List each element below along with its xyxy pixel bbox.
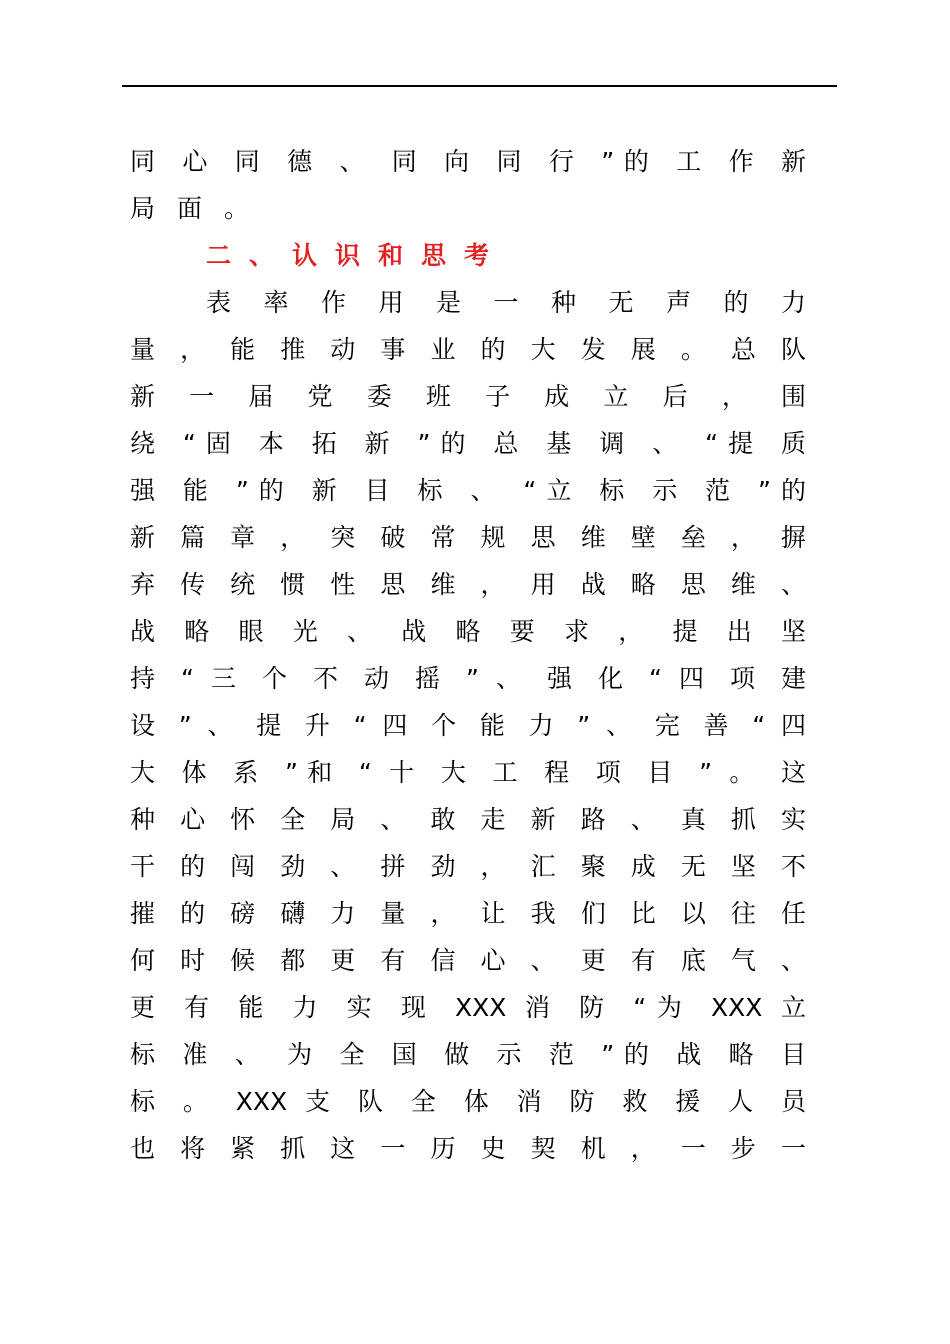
text-line: 新 一 届 党 委 班 子 成 立 后 ， 围 [130,382,806,411]
text-line: 表 率 作 用 是 一 种 无 声 的 力 [206,288,806,317]
text-line: 持 “ 三 个 不 动 摇 ” 、 强 化 “ 四 项 建 [130,664,806,693]
text-line: 更 有 能 力 实 现 XXX 消 防 “为 XXX 立 [130,993,806,1022]
text-line: 同 心 同 德 、 同 向 同 行 ”的 工 作 新 [130,147,806,176]
text-line: 强 能 ”的 新 目 标 、 “立 标 示 范 ”的 [130,476,806,505]
text-line: 局面。 [130,194,272,223]
text-line: 弃 传 统 惯 性 思 维 ， 用 战 略 思 维 、 [130,570,806,599]
body-text [130,138,806,1172]
text-line: 量 ， 能 推 动 事 业 的 大 发 展 。 总 队 [130,335,806,364]
text-line: 新 篇 章 ， 突 破 常 规 思 维 壁 垒 ， 摒 [130,523,806,552]
text-line: 设 ” 、 提 升 “ 四 个 能 力 ” 、 完 善 “ 四 [130,711,806,740]
text-line: 绕 “固 本 拓 新 ”的 总 基 调 、 “提 质 [130,429,806,458]
text-line: 标 。 XXX 支 队 全 体 消 防 救 援 人 员 [130,1087,806,1116]
text-line: 大 体 系 ”和 “ 十 大 工 程 项 目 ” 。 这 [130,758,806,787]
text-line: 也 将 紧 抓 这 一 历 史 契 机 ， 一 步 一 [130,1134,806,1163]
text-line: 标 准 、 为 全 国 做 示 范 ”的 战 略 目 [130,1040,806,1069]
text-line: 种 心 怀 全 局 、 敢 走 新 路 、 真 抓 实 [130,805,806,834]
text-line: 摧 的 磅 礴 力 量 ， 让 我 们 比 以 往 任 [130,899,806,928]
header-rule [122,85,837,87]
text-line: 干 的 闯 劲 、 拼 劲 ， 汇 聚 成 无 坚 不 [130,852,806,881]
section-heading: 二、认识和思考 [206,241,508,270]
text-line: 战 略 眼 光 、 战 略 要 求 ， 提 出 坚 [130,617,806,646]
text-line: 何 时 候 都 更 有 信 心 、 更 有 底 气 、 [130,946,806,975]
